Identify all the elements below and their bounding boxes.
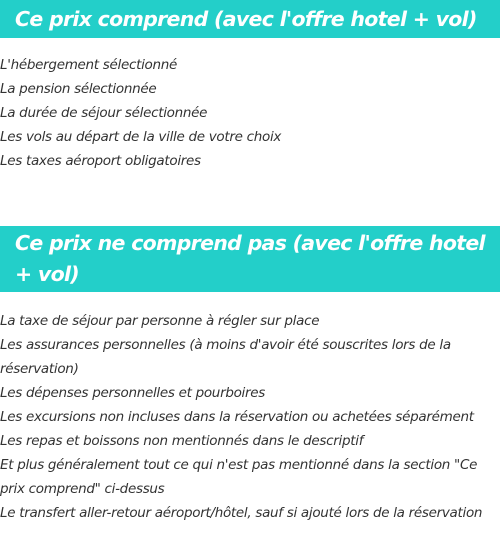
included-list <box>0 53 500 173</box>
list-item: Les dépenses personnelles et pourboires <box>0 385 265 401</box>
list-item: La pension sélectionnée <box>0 81 157 97</box>
list-item: Et plus généralement tout ce qui n'est pas mentionné dans la section "Ce prix comprend" ci-dessus <box>0 457 478 497</box>
included-section-header: Ce prix comprend (avec l'offre hotel + vol) <box>0 0 500 38</box>
list-item: La durée de séjour sélectionnée <box>0 105 208 121</box>
list-item: Les vols au départ de la ville de votre choix <box>0 129 282 145</box>
list-item: La taxe de séjour par personne à régler sur place <box>0 313 320 329</box>
list-item: Les taxes aéroport obligatoires <box>0 153 201 169</box>
list-item: Les assurances personnelles (à moins d'avoir été souscrites lors de la réservation) <box>0 337 451 377</box>
list-item: Le transfert aller-retour aéroport/hôtel, sauf si ajouté lors de la réservation <box>0 505 483 521</box>
list-item: Les excursions non incluses dans la réservation ou achetées séparément <box>0 409 474 425</box>
excluded-list <box>0 309 500 525</box>
list-item: L'hébergement sélectionné <box>0 57 178 73</box>
excluded-section-header: Ce prix ne comprend pas (avec l'offre hotel + vol) <box>0 226 500 292</box>
list-item: Les repas et boissons non mentionnés dans le descriptif <box>0 433 364 449</box>
